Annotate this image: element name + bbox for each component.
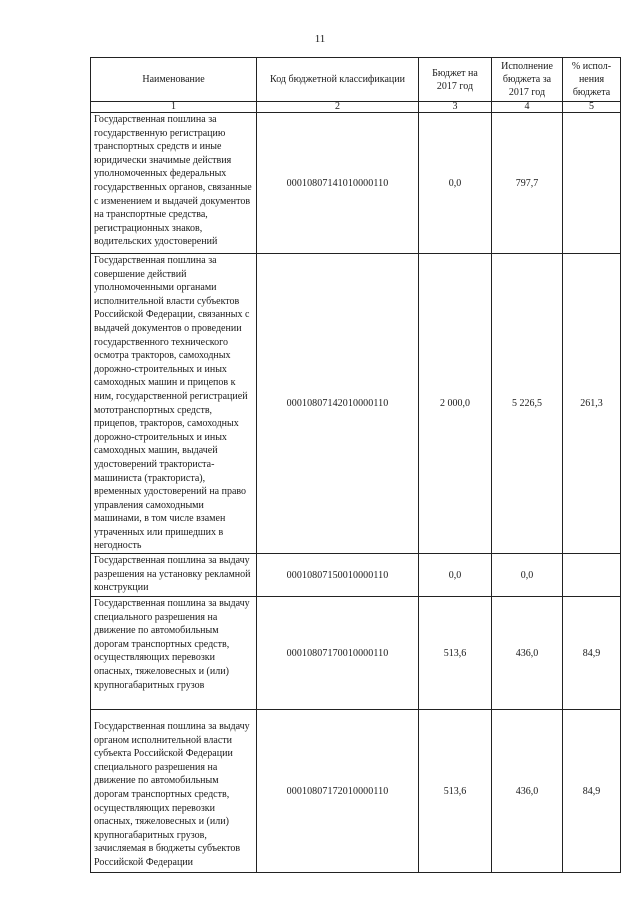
row-budget: 513,6 (419, 597, 492, 710)
table-row (91, 254, 621, 554)
page-number: 11 (314, 33, 326, 45)
row-percent (563, 554, 621, 597)
row-name: Государственная пошлина за совершение действий уполномоченными органами исполнительной власти субъектов Российской Федерации, связанных с выдачей документов о проведении государственного технического осмотра тракторов, самоходных дорожно-строительных и иных самоходных машин и прицепов к ним, государственной регистрацией мототранспортных средств, прицепов, тракторов, самоходных дорожно-строительных и иных самоходных машин, выдачей удостоверений тракториста-машиниста (тракториста), временных удостоверений на право управления самоходными машинами, в том числе взамен утраченных или пришедших в негодность (91, 254, 257, 554)
row-code: 00010807141010000110 (257, 113, 419, 254)
row-code: 00010807170010000110 (257, 597, 419, 710)
row-code: 00010807150010000110 (257, 554, 419, 597)
header-budget: Бюджет на 2017 год (419, 58, 492, 102)
table-row (91, 554, 621, 597)
table-row (91, 597, 621, 710)
header-name: Наименование (91, 58, 257, 102)
row-name: Государственная пошлина за государственную регистрацию транспортных средств и иные юридически значимые действия уполномоченных федеральных государственных органов, связанные с изменением и выдачей документов на транспортные средства, регистрационных знаков, водительских удостоверений (91, 113, 257, 254)
row-code: 00010807172010000110 (257, 710, 419, 873)
row-execution: 436,0 (492, 597, 563, 710)
column-number: 5 (563, 102, 621, 113)
header-execution: Исполнение бюджета за 2017 год (492, 58, 563, 102)
column-number: 3 (419, 102, 492, 113)
column-number-row (91, 102, 621, 113)
budget-table (90, 57, 621, 873)
row-budget: 2 000,0 (419, 254, 492, 554)
column-number: 4 (492, 102, 563, 113)
column-number: 1 (91, 102, 257, 113)
row-execution: 797,7 (492, 113, 563, 254)
row-execution: 0,0 (492, 554, 563, 597)
header-percent: % испол-нения бюджета (563, 58, 621, 102)
row-percent: 261,3 (563, 254, 621, 554)
row-name: Государственная пошлина за выдачу специального разрешения на движение по автомобильным дорогам транспортных средств, осуществляющих перевозки опасных, тяжеловесных и (или) крупногабаритных грузов (91, 597, 257, 710)
row-budget: 513,6 (419, 710, 492, 873)
row-budget: 0,0 (419, 113, 492, 254)
header-row (91, 58, 621, 102)
header-code: Код бюджетной классификации (257, 58, 419, 102)
row-code: 00010807142010000110 (257, 254, 419, 554)
row-execution: 436,0 (492, 710, 563, 873)
column-number: 2 (257, 102, 419, 113)
row-percent: 84,9 (563, 710, 621, 873)
row-percent: 84,9 (563, 597, 621, 710)
table-row (91, 113, 621, 254)
row-percent (563, 113, 621, 254)
row-budget: 0,0 (419, 554, 492, 597)
row-name: Государственная пошлина за выдачу органом исполнительной власти субъекта Российской Федерации специального разрешения на движение по автомобильным дорогам транспортных средств, осуществляющих перевозки опасных, тяжеловесных и (или) крупногабаритных грузов, зачисляемая в бюджеты субъектов Российской Федерации (91, 710, 257, 873)
row-name: Государственная пошлина за выдачу разрешения на установку рекламной конструкции (91, 554, 257, 597)
table-row (91, 710, 621, 873)
row-execution: 5 226,5 (492, 254, 563, 554)
